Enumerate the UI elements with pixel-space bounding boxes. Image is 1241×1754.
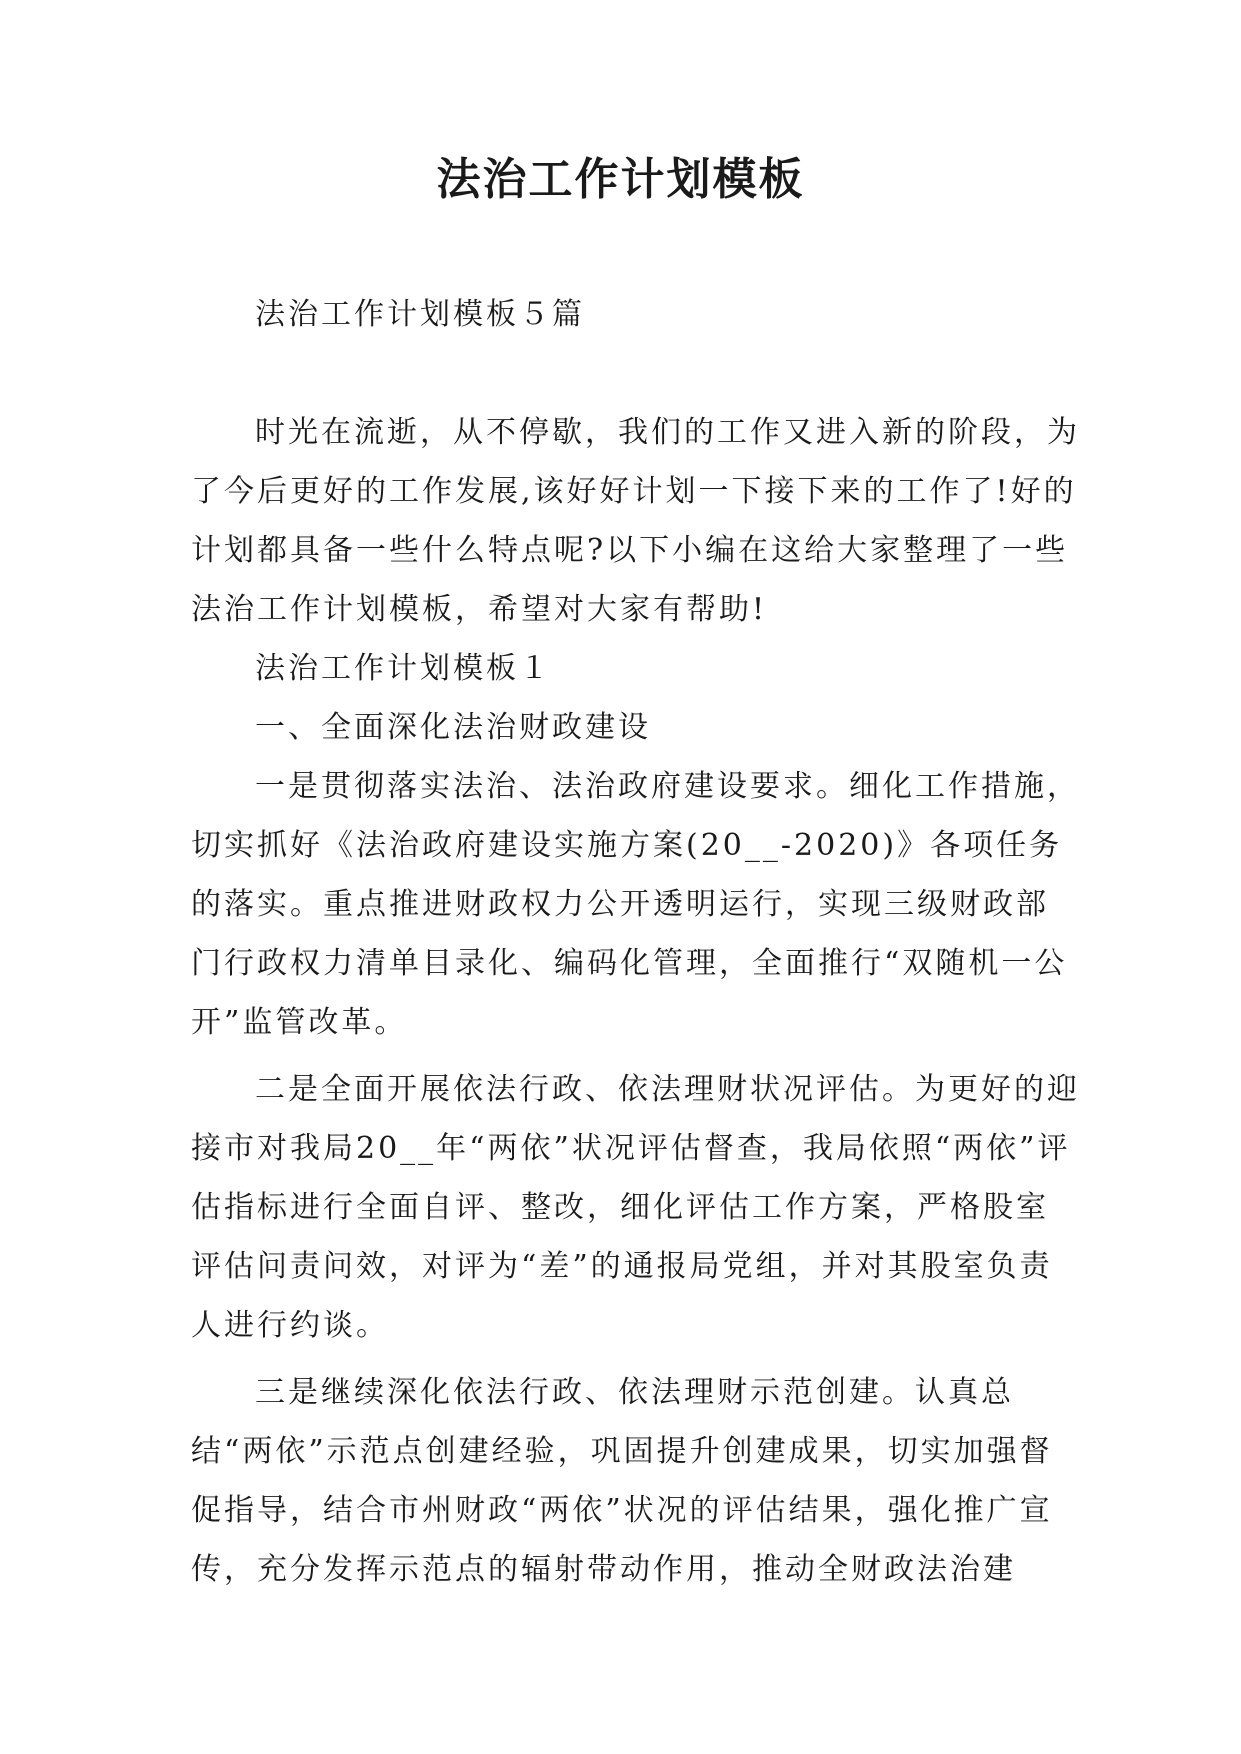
paragraph-point-1: 一是贯彻落实法治、法治政府建设要求。细化工作措施，切实抓好《法治政府建设实施方案(20__-2020)》各项任务的落实。重点推进财政权力公开透明运行，实现三级财政部门行政权力清单目录化、编码化管理，全面推行“双随机一公开”监管改革。 — [191, 769, 1080, 1040]
section-heading-1: 一、全面深化法治财政建设 — [255, 710, 651, 745]
document-subtitle: 法治工作计划模板５篇 — [255, 297, 585, 332]
document-title: 法治工作计划模板 — [436, 154, 805, 205]
section-heading-template-1: 法治工作计划模板１ — [255, 651, 552, 686]
document-body — [191, 285, 1081, 1599]
paragraph-point-2: 二是全面开展依法行政、依法理财状况评估。为更好的迎接市对我局20__年“两依”状况评估督查，我局依照“两依”评估指标进行全面自评、整改，细化评估工作方案，严格股室评估问责问效，对评为“差”的通报局党组，并对其股室负责人进行约谈。 — [191, 1072, 1080, 1343]
paragraph-point-3: 三是继续深化依法行政、依法理财示范创建。认真总结“两依”示范点创建经验，巩固提升创建成果，切实加强督促指导，结合市州财政“两依”状况的评估结果，强化推广宣传，充分发挥示范点的辐射带动作用，推动全财政法治建 — [191, 1375, 1053, 1587]
intro-paragraph: 时光在流逝，从不停歇，我们的工作又进入新的阶段，为了今后更好的工作发展,该好好计划一下接下来的工作了!好的计划都具备一些什么特点呢?以下小编在这给大家整理了一些法治工作计划模板，希望对大家有帮助! — [191, 415, 1080, 627]
